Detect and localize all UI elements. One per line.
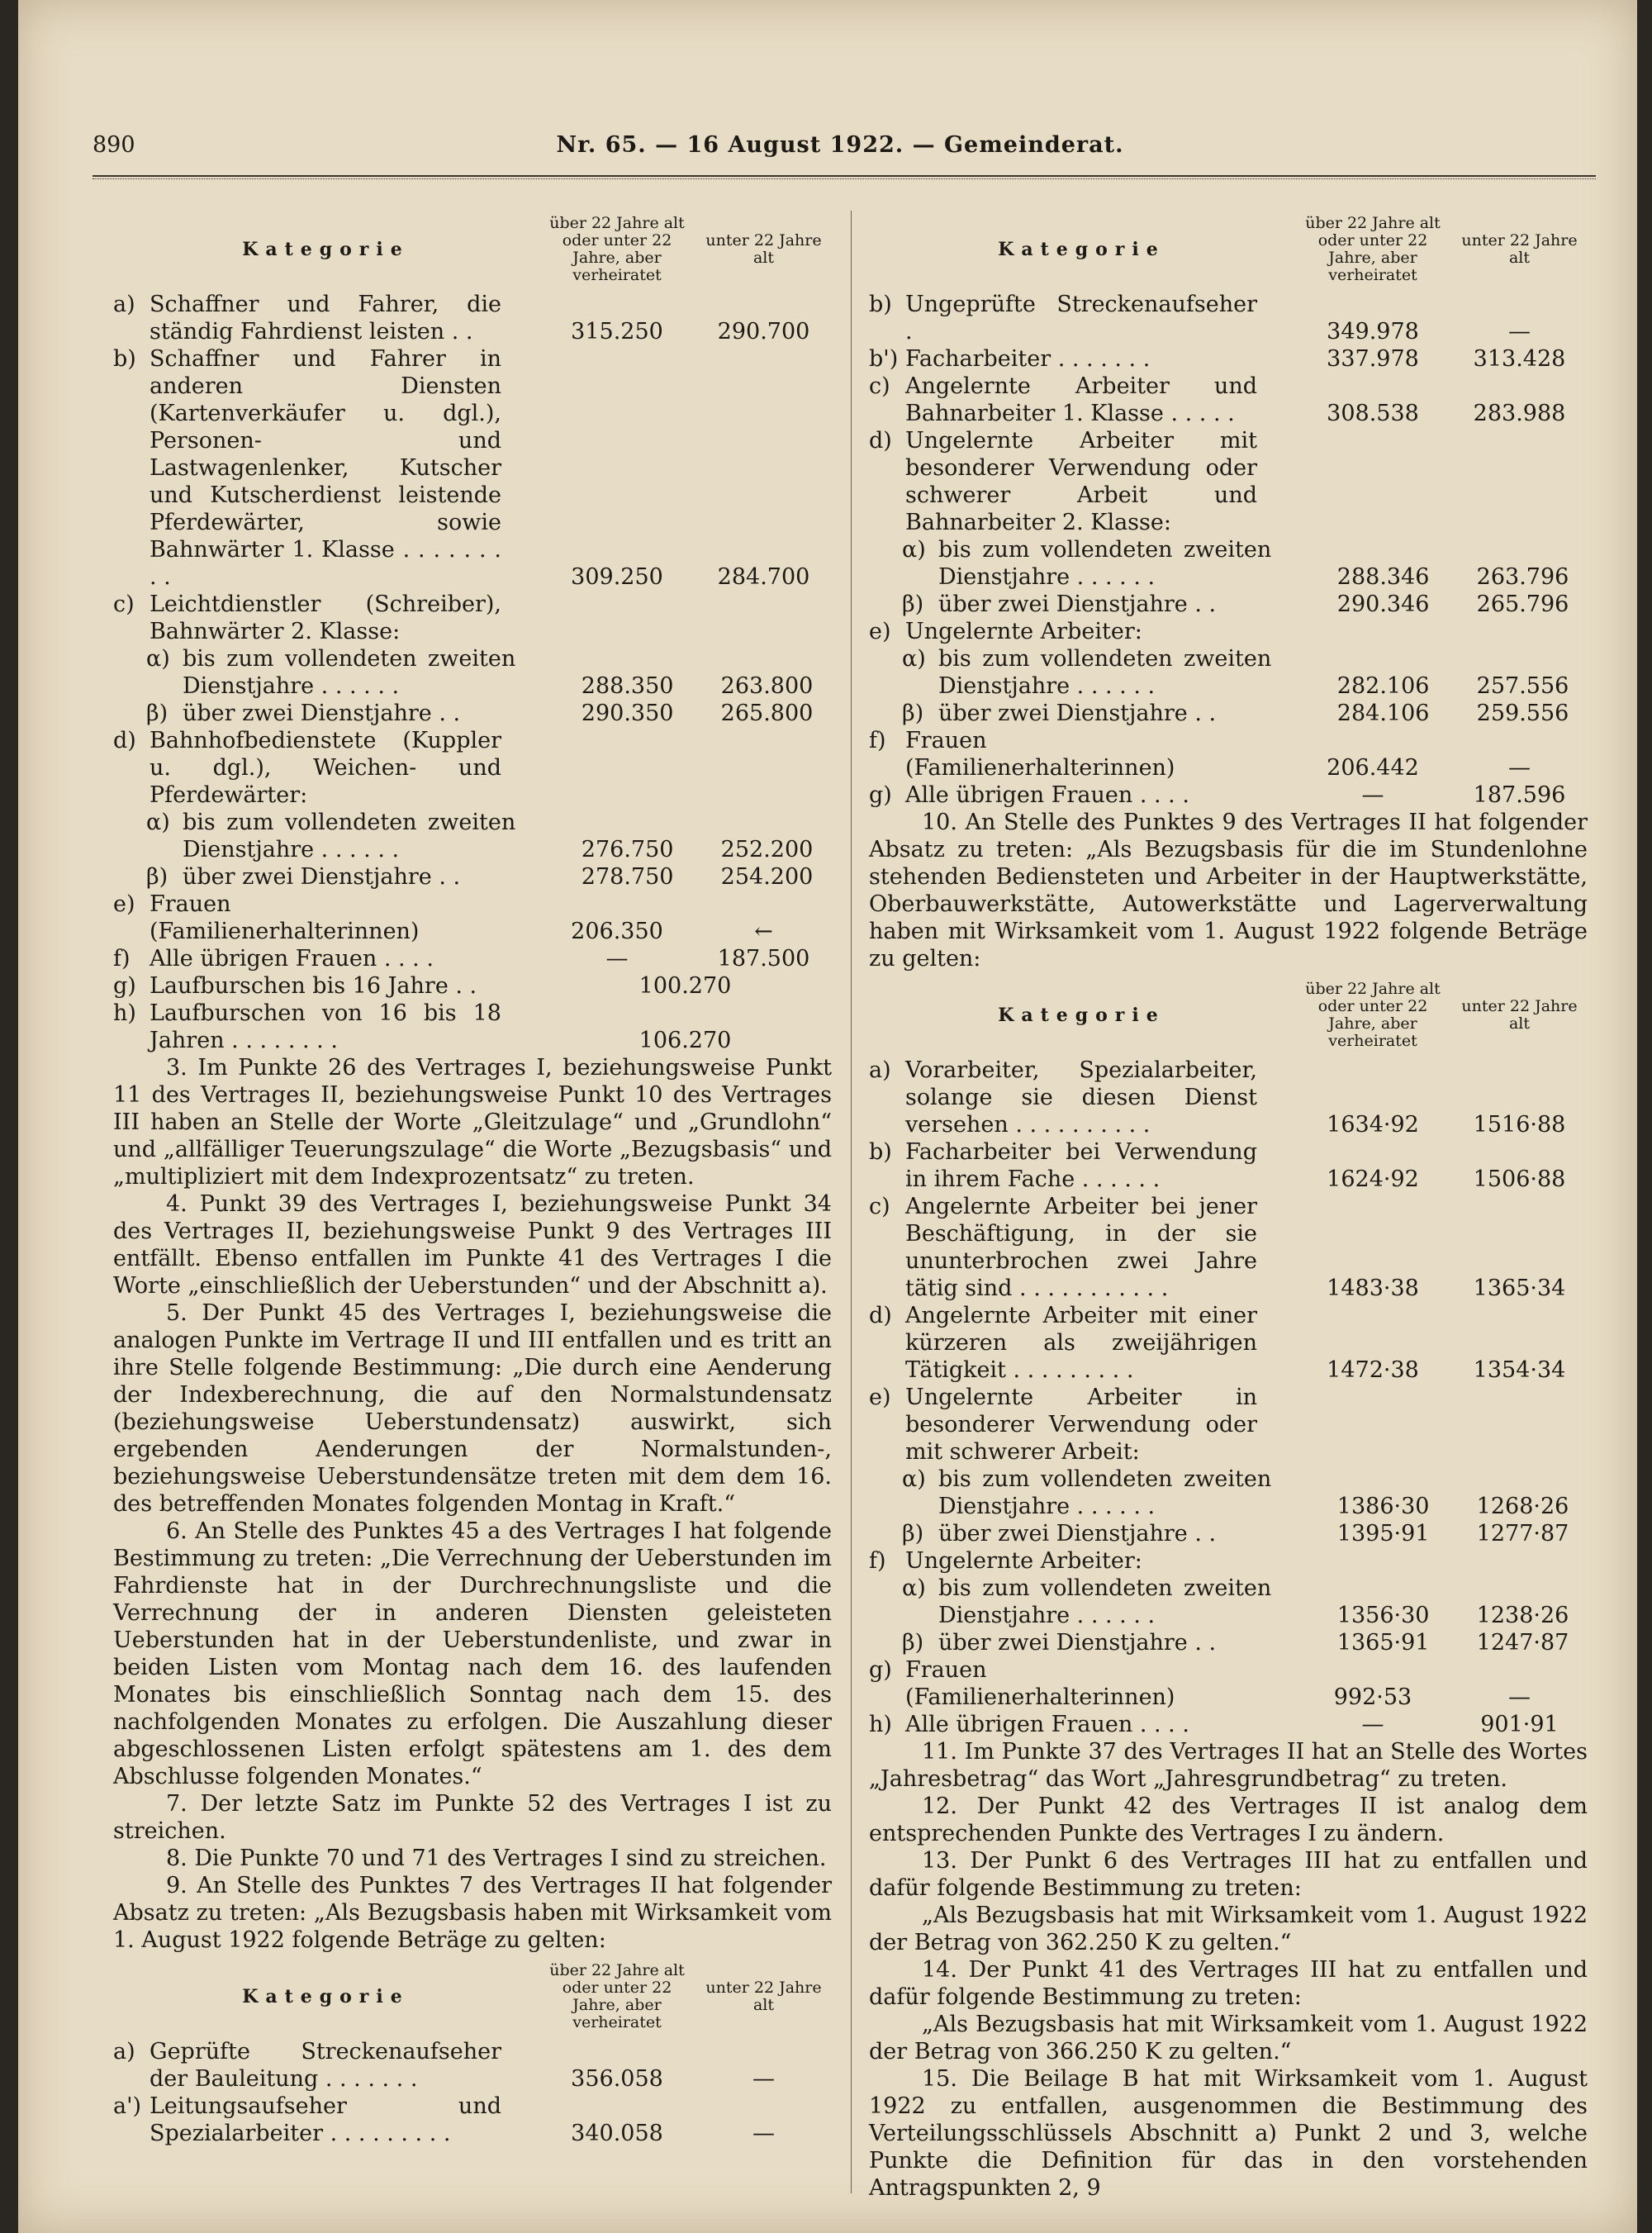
table-row [869, 1656, 1588, 1711]
category-marker: c) [113, 592, 135, 617]
category-text: über zwei Dienstjahre . . [183, 701, 461, 726]
amount-under-22: — [1508, 1684, 1531, 1710]
amount-over-22: 290.350 [581, 701, 674, 726]
wage-table-4 [869, 1057, 1588, 1738]
category-label [869, 782, 1294, 809]
category-text: Alle übrigen Frauen . . . . [150, 946, 434, 972]
amount-cell: 100.270 [638, 973, 732, 999]
category-label [869, 1057, 1294, 1138]
amount-under-22: 1506·88 [1473, 1166, 1566, 1192]
category-marker: b) [869, 1139, 892, 1165]
category-text: Alle übrigen Frauen . . . . [905, 1712, 1189, 1737]
paragraph: 11. Im Punkte 37 des Vertrages II hat an Stelle des Wortes „Jahresbetrag“ das Wort „Jahresgrundbetrag“ zu treten. [869, 1739, 1588, 1792]
header-rule [93, 175, 1596, 177]
category-text: bis zum vollendeten zweiten Dienstjahre . . . . . . [938, 1466, 1272, 1519]
category-marker: e) [113, 891, 135, 917]
header-rule-dotted [93, 178, 1596, 179]
amount-under-22: 290.700 [717, 319, 810, 344]
category-marker: f) [113, 946, 131, 972]
amount-over-22: — [1361, 782, 1384, 808]
amount-under-22: 1354·34 [1473, 1357, 1566, 1383]
amount-over-22: 288.346 [1336, 564, 1430, 590]
category-text: Geprüfte Streckenaufseher der Bauleitung . . . . . . . [150, 2039, 501, 2092]
category-label [869, 645, 1308, 700]
table-row [869, 1193, 1588, 1302]
amount-under-22: 187.596 [1473, 782, 1566, 808]
col2-header: unter 22 Jahre alt [1461, 997, 1578, 1033]
kategorie-header: Kategorie [242, 238, 410, 260]
amount-under-22: 265.800 [720, 701, 814, 726]
col1-header: über 22 Jahre alt oder unter 22 Jahre, aber verheiratet [1305, 214, 1441, 284]
amount-over-22: 349.978 [1327, 319, 1419, 344]
paragraph: 13. Der Punkt 6 des Vertrages III hat zu entfallen und dafür folgende Bestimmung zu treten: [869, 1848, 1588, 1901]
category-marker: f) [869, 1548, 886, 1574]
category-text: bis zum vollendeten zweiten Dienstjahre . . . . . . [183, 810, 516, 862]
category-text: über zwei Dienstjahre . . [938, 592, 1217, 617]
amount-over-22: 356.058 [571, 2066, 663, 2092]
amount-under-22: 1247·87 [1476, 1630, 1569, 1656]
paragraph: 12. Der Punkt 42 des Vertrages II ist analog dem entsprechenden Punkte des Vertrages I zu ändern. [869, 1794, 1588, 1846]
category-marker: f) [869, 728, 886, 753]
category-text: über zwei Dienstjahre . . [938, 1521, 1217, 1546]
category-label [113, 863, 553, 891]
wage-table-3 [869, 291, 1588, 809]
amount-over-22: 1365·91 [1336, 1630, 1430, 1656]
amount-under-22: 254.200 [720, 864, 814, 890]
category-text: bis zum vollendeten zweiten Dienstjahre . . . . . . [938, 1575, 1272, 1628]
category-text: Angelernte Arbeiter mit einer kürzeren als zweijährigen Tätigkeit . . . . . . . . . [905, 1303, 1257, 1383]
category-marker: c) [869, 1194, 890, 1219]
category-marker: a) [869, 1057, 891, 1083]
category-text: Angelernte Arbeiter und Bahnarbeiter 1. Klasse . . . . . [905, 373, 1257, 426]
category-text: bis zum vollendeten zweiten Dienstjahre . . . . . . [938, 646, 1272, 699]
table-row [113, 1000, 832, 1054]
category-marker: e) [869, 619, 891, 644]
amount-over-22: 288.350 [581, 673, 674, 699]
amount-over-22: — [1361, 1712, 1384, 1737]
category-text: Leitungsaufseher und Spezialarbeiter . . . . . . . . . [150, 2093, 501, 2146]
col1-header: über 22 Jahre alt oder unter 22 Jahre, aber verheiratet [549, 214, 685, 284]
table-row [113, 891, 832, 945]
amount-over-22: 290.346 [1336, 592, 1430, 617]
amount-over-22: 276.750 [581, 837, 674, 862]
category-marker: g) [113, 973, 136, 999]
category-label [113, 700, 553, 727]
category-label [869, 591, 1308, 618]
amount-over-22: — [605, 946, 629, 972]
category-text: Frauen (Familienerhalterinnen) [905, 728, 1175, 781]
category-marker: α) [146, 646, 170, 672]
category-label [869, 291, 1294, 345]
table-row [113, 2093, 832, 2147]
paragraph: 3. Im Punkte 26 des Vertrages I, beziehungsweise Punkt 11 des Vertrages II, beziehungsweise Punkt 10 des Vertrages III haben an Stelle der Worte „Gleitzulage“ und „Grundlohn“ und „allfälliger Teuerungszulage“ die Worte „Bezugsbasis“ und „multipliziert mit dem Indexprozentsatz“ zu treten. [113, 1055, 832, 1190]
category-marker: α) [902, 1575, 926, 1601]
category-marker: α) [902, 537, 926, 563]
wage-table-1 [113, 291, 832, 1054]
category-marker: b) [113, 346, 136, 372]
category-label [113, 591, 539, 645]
col2-header: unter 22 Jahre alt [705, 1979, 822, 2014]
category-marker: α) [902, 1466, 926, 1492]
amount-under-22: — [752, 2066, 775, 2092]
amount-over-22: 278.750 [581, 864, 674, 890]
category-marker: h) [113, 1000, 136, 1026]
newspaper-page [18, 0, 1637, 2233]
table-row [113, 727, 832, 809]
category-label [869, 1711, 1294, 1738]
table-row [869, 291, 1588, 345]
table-row [869, 1547, 1588, 1575]
amount-under-22: 284.700 [717, 564, 810, 590]
category-text: über zwei Dienstjahre . . [183, 864, 461, 890]
amount-over-22: 1472·38 [1327, 1357, 1419, 1383]
category-marker: g) [869, 1657, 892, 1683]
amount-under-22: ← [754, 919, 773, 944]
amount-over-22: 1624·92 [1327, 1166, 1419, 1192]
table-row [869, 1520, 1588, 1547]
category-label [113, 727, 539, 809]
category-label [113, 809, 553, 863]
category-label [869, 618, 1294, 645]
category-label [113, 2093, 539, 2147]
amount-cell: 106.270 [638, 1028, 732, 1053]
category-text: Laufburschen bis 16 Jahre . . [150, 973, 477, 999]
table-row [869, 727, 1588, 782]
category-text: Ungeprüfte Streckenaufseher . [905, 292, 1257, 344]
category-label [113, 1000, 539, 1054]
category-marker: b') [869, 346, 899, 372]
category-label [869, 1138, 1294, 1193]
category-text: Facharbeiter . . . . . . . [905, 346, 1151, 372]
category-label [869, 1302, 1294, 1384]
table-row [869, 645, 1588, 700]
category-label [113, 972, 539, 1000]
table-row [869, 618, 1588, 645]
paragraph: 8. Die Punkte 70 und 71 des Vertrages I sind zu streichen. [166, 1846, 827, 1871]
table-row [869, 700, 1588, 727]
category-text: Laufburschen von 16 bis 18 Jahren . . . . . . . . [150, 1000, 501, 1053]
category-marker: d) [869, 428, 892, 454]
category-marker: β) [902, 592, 924, 617]
table-row [113, 345, 832, 591]
right-column [869, 207, 1588, 2202]
paragraph: 7. Der letzte Satz im Punkte 52 des Vertrages I ist zu streichen. [113, 1791, 832, 1844]
amount-under-22: 263.800 [720, 673, 814, 699]
col1-header: über 22 Jahre alt oder unter 22 Jahre, aber verheiratet [1305, 980, 1441, 1050]
table-row [869, 1466, 1588, 1520]
table-row [869, 1302, 1588, 1384]
amount-over-22: 308.538 [1327, 401, 1419, 426]
amount-under-22: 313.428 [1473, 346, 1566, 372]
category-text: Ungelernte Arbeiter: [905, 1548, 1142, 1574]
category-label [869, 1629, 1308, 1656]
category-text: Leichtdienstler (Schreiber), Bahnwärter 2. Klasse: [150, 592, 501, 644]
paragraph: 9. An Stelle des Punktes 7 des Vertrages II hat folgender Absatz zu treten: „Als Bezugsbasis haben mit Wirksamkeit vom 1. August 1922 folgende Beträge zu gelten: [113, 1873, 832, 1953]
amount-under-22: — [1508, 319, 1531, 344]
table-row [113, 645, 832, 700]
amount-over-22: 992·53 [1333, 1684, 1412, 1710]
amount-under-22: 263.796 [1476, 564, 1569, 590]
table-row [869, 1057, 1588, 1138]
amount-under-22: 1277·87 [1476, 1521, 1569, 1546]
amount-over-22: 315.250 [571, 319, 663, 344]
amount-under-22: 283.988 [1473, 401, 1566, 426]
amount-under-22: — [752, 2121, 775, 2146]
amount-under-22: 1268·26 [1476, 1494, 1569, 1519]
category-text: Ungelernte Arbeiter mit besonderer Verwendung oder schwerer Arbeit und Bahnarbeiter 2. Klasse: [905, 428, 1257, 535]
table-row [113, 700, 832, 727]
category-marker: b) [869, 292, 892, 317]
amount-over-22: 282.106 [1336, 673, 1430, 699]
category-text: Bahnhofbedienstete (Kuppler u. dgl.), Weichen- und Pferdewärter: [150, 728, 501, 808]
category-label [869, 1656, 1294, 1711]
paragraph: „Als Bezugsbasis hat mit Wirksamkeit vom 1. August 1922 der Betrag von 366.250 K zu gelten.“ [869, 2012, 1588, 2064]
category-text: Schaffner und Fahrer, die ständig Fahrdienst leisten . . [150, 292, 501, 344]
table-row [113, 2038, 832, 2093]
table-row [869, 345, 1588, 373]
category-label [869, 1193, 1294, 1302]
category-label [869, 727, 1294, 782]
table-row [869, 1711, 1588, 1738]
left-column [113, 207, 832, 2147]
table-header [869, 215, 1588, 284]
table-row [113, 863, 832, 891]
paragraph: 6. An Stelle des Punktes 45 a des Vertrages I hat folgende Bestimmung zu treten: „Die Verrechnung der Ueberstunden im Fahrdienste hat in der Durchrechnungsliste und die Verrechnung der in anderen Diensten geleisteten Ueberstunden hat in der Ueberstundenliste, und zwar in beiden Listen vom Montag nach dem 16. des laufenden Monates bis einschließlich Sonntag nach dem 15. des nachfolgenden Monates zu erfolgen. Die Auszahlung dieser abgeschlossenen Listen erfolgt spätestens am 1. des dem Abschlusse folgenden Monates.“ [113, 1518, 832, 1789]
category-marker: e) [869, 1385, 891, 1410]
table-row [869, 1629, 1588, 1656]
category-marker: g) [869, 782, 892, 808]
amount-under-22: 1238·26 [1476, 1603, 1569, 1628]
paragraph: 5. Der Punkt 45 des Vertrages I, beziehungsweise die analogen Punkte im Vertrage II und III entfallen und es tritt an ihre Stelle folgende Bestimmung: „Die durch eine Aenderung der Indexberechnung, die auf den Normalstundensatz (beziehungsweise Ueberstundensatz) auswirkt, sich ergebenden Aenderungen der Normalstunden-, beziehungsweise Ueberstundensätze treten mit dem dem 16. des betreffenden Monates folgenden Montag in Kraft.“ [113, 1300, 832, 1517]
category-marker: a) [113, 2039, 135, 2064]
category-marker: α) [902, 646, 926, 672]
table-header [869, 981, 1588, 1050]
category-label [113, 291, 539, 345]
table-row [869, 1575, 1588, 1629]
category-label [113, 891, 539, 945]
amount-under-22: 252.200 [720, 837, 814, 862]
category-marker: β) [902, 701, 924, 726]
category-label [869, 1466, 1308, 1520]
left-paragraphs [113, 1054, 832, 1954]
table-row [869, 427, 1588, 536]
amount-under-22: — [1508, 755, 1531, 781]
category-label [113, 645, 553, 700]
col2-header: unter 22 Jahre alt [1461, 231, 1578, 267]
category-marker: d) [869, 1303, 892, 1328]
category-text: über zwei Dienstjahre . . [938, 1630, 1217, 1656]
category-marker: β) [146, 701, 169, 726]
column-divider [851, 211, 852, 2193]
amount-over-22: 1386·30 [1336, 1494, 1430, 1519]
table-row [869, 1384, 1588, 1466]
amount-over-22: 1634·92 [1327, 1112, 1419, 1138]
amount-over-22: 1483·38 [1327, 1276, 1419, 1301]
table-row [869, 1138, 1588, 1193]
kategorie-header: Kategorie [998, 238, 1165, 260]
amount-over-22: 206.350 [571, 919, 663, 944]
amount-under-22: 265.796 [1476, 592, 1569, 617]
category-label [869, 1384, 1294, 1466]
category-text: Schaffner und Fahrer in anderen Diensten (Kartenverkäufer u. dgl.), Personen- und Lastwagenlenker, Kutscher und Kutscherdienst leistende Pferdewärter, sowie Bahnwärter 1. Klasse . . . . . . . . . [150, 346, 501, 590]
table-row [113, 591, 832, 645]
category-text: Ungelernte Arbeiter: [905, 619, 1142, 644]
running-title: Nr. 65. — 16 August 1922. — Gemeinderat. [556, 132, 1124, 158]
category-label [869, 536, 1308, 591]
category-label [113, 345, 539, 591]
amount-under-22: 1516·88 [1473, 1112, 1566, 1138]
amount-over-22: 337.978 [1327, 346, 1419, 372]
table-row [113, 291, 832, 345]
category-text: bis zum vollendeten zweiten Dienstjahre . . . . . . [938, 537, 1272, 590]
table-row [113, 809, 832, 863]
amount-under-22: 257.556 [1476, 673, 1569, 699]
table-row [869, 536, 1588, 591]
table-row [869, 782, 1588, 809]
category-marker: a') [113, 2093, 142, 2119]
category-marker: α) [146, 810, 170, 835]
category-label [869, 345, 1294, 373]
amount-over-22: 1356·30 [1336, 1603, 1430, 1628]
category-text: Frauen (Familienerhalterinnen) [150, 891, 420, 944]
page-header [93, 132, 1588, 165]
paragraph: „Als Bezugsbasis hat mit Wirksamkeit vom 1. August 1922 der Betrag von 362.250 K zu gelten.“ [869, 1903, 1588, 1955]
amount-over-22: 1395·91 [1336, 1521, 1430, 1546]
category-marker: β) [146, 864, 169, 890]
category-marker: β) [902, 1630, 924, 1656]
category-label [869, 373, 1294, 427]
amount-over-22: 340.058 [571, 2121, 663, 2146]
table-header [113, 1962, 832, 2031]
paragraph: 4. Punkt 39 des Vertrages I, beziehungsweise Punkt 34 des Vertrages II, beziehungsweise Punkt 9 des Vertrages III entfällt. Ebenso entfallen im Punkte 41 des Vertrages I die Worte „einschließlich der Ueberstunden“ und der Abschnitt a). [113, 1191, 832, 1299]
amount-over-22: 309.250 [571, 564, 663, 590]
amount-over-22: 206.442 [1327, 755, 1419, 781]
table-row [869, 373, 1588, 427]
amount-under-22: 1365·34 [1473, 1276, 1566, 1301]
category-text: Alle übrigen Frauen . . . . [905, 782, 1189, 808]
table-header [113, 215, 832, 284]
kategorie-header: Kategorie [998, 1004, 1165, 1026]
category-text: Angelernte Arbeiter bei jener Beschäftigung, in der sie ununterbrochen zwei Jahre tätig sind . . . . . . . . . . . [905, 1194, 1257, 1301]
kategorie-header: Kategorie [242, 1985, 410, 2007]
category-text: Ungelernte Arbeiter in besonderer Verwendung oder mit schwerer Arbeit: [905, 1385, 1257, 1465]
paragraph: 14. Der Punkt 41 des Vertrages III hat zu entfallen und dafür folgende Bestimmung zu treten: [869, 1957, 1588, 2010]
category-label [113, 2038, 539, 2093]
amount-under-22: 901·91 [1480, 1712, 1559, 1737]
category-label [113, 945, 539, 972]
paragraph-10: 10. An Stelle des Punktes 9 des Vertrages II hat folgender Absatz zu treten: „Als Bezugsbasis für die im Stundenlohne stehenden Bediensteten und Arbeiter in der Hauptwerkstätte, Oberbauwerkstätte, Autowerkstätte und Lagerverwaltung haben mit Wirksamkeit vom 1. August 1922 folgende Beträge zu gelten: [869, 810, 1588, 972]
table-row [113, 972, 832, 1000]
amount-under-22: 259.556 [1476, 701, 1569, 726]
category-text: Vorarbeiter, Spezialarbeiter, solange sie diesen Dienst versehen . . . . . . . . . . [905, 1057, 1257, 1138]
category-text: Frauen (Familienerhalterinnen) [905, 1657, 1175, 1710]
category-label [869, 1575, 1308, 1629]
paragraph: 15. Die Beilage B hat mit Wirksamkeit vom 1. August 1922 zu entfallen, ausgenommen die Bestimmung des Verteilungsschlüssels Abschnitt a) Punkt 2 und 3, welche Punkte die Definition für das in den vorstehenden Antragspunkten 2, 9 [869, 2066, 1588, 2201]
amount-under-22: 187.500 [717, 946, 810, 972]
amount-over-22: 284.106 [1336, 701, 1430, 726]
category-text: Facharbeiter bei Verwendung in ihrem Fache . . . . . . [905, 1139, 1257, 1192]
category-marker: d) [113, 728, 136, 753]
category-label [869, 1520, 1308, 1547]
category-label [869, 700, 1308, 727]
col2-header: unter 22 Jahre alt [705, 231, 822, 267]
table-row [113, 945, 832, 972]
category-marker: a) [113, 292, 135, 317]
category-label [869, 427, 1294, 536]
right-paragraphs [869, 1738, 1588, 2202]
category-text: über zwei Dienstjahre . . [938, 701, 1217, 726]
table-row [869, 591, 1588, 618]
category-marker: h) [869, 1712, 892, 1737]
category-marker: β) [902, 1521, 924, 1546]
category-text: bis zum vollendeten zweiten Dienstjahre . . . . . . [183, 646, 516, 699]
wage-table-2 [113, 2038, 832, 2147]
category-label [869, 1547, 1294, 1575]
category-marker: c) [869, 373, 890, 399]
col1-header: über 22 Jahre alt oder unter 22 Jahre, aber verheiratet [549, 1961, 685, 2031]
page-number: 890 [93, 132, 135, 158]
